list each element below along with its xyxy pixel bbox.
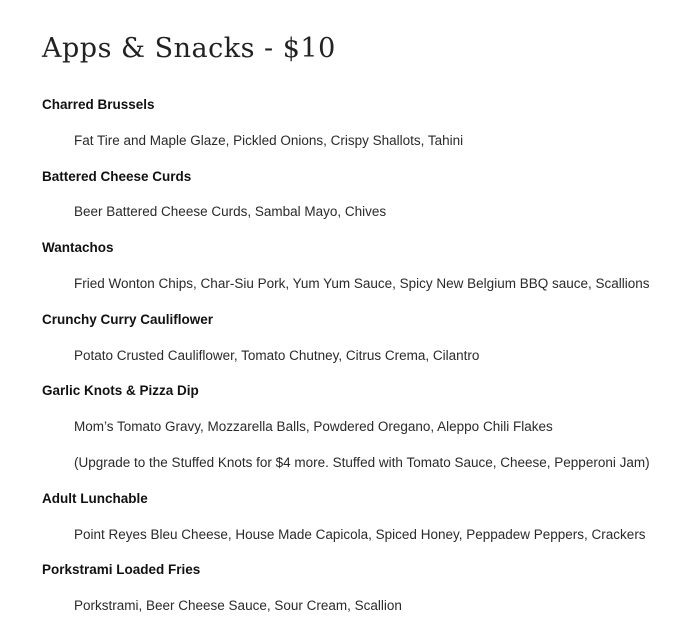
menu-item-description: Beer Battered Cheese Curds, Sambal Mayo, Chives (74, 204, 387, 219)
menu-item-name: Porkstrami Loaded Fries (42, 562, 201, 577)
menu-item-name: Battered Cheese Curds (42, 169, 192, 184)
menu-item-name: Crunchy Curry Cauliflower (42, 312, 214, 327)
menu-item-name: Adult Lunchable (42, 491, 148, 506)
menu-item-name: Charred Brussels (42, 97, 155, 112)
menu-item-description: Potato Crusted Cauliflower, Tomato Chutney, Citrus Crema, Cilantro (74, 348, 480, 363)
menu-item-description: Point Reyes Bleu Cheese, House Made Capicola, Spiced Honey, Peppadew Peppers, Crackers (74, 527, 646, 542)
menu-item-name: Garlic Knots & Pizza Dip (42, 383, 199, 398)
menu-item-description: Porkstrami, Beer Cheese Sauce, Sour Cream, Scallion (74, 598, 402, 613)
menu-item-description: Fried Wonton Chips, Char-Siu Pork, Yum Yum Sauce, Spicy New Belgium BBQ sauce, Scallions (74, 276, 650, 291)
menu-section-title: Apps & Snacks - $10 (42, 33, 336, 64)
menu-item-note: (Upgrade to the Stuffed Knots for $4 more. Stuffed with Tomato Sauce, Cheese, Pepperoni Jam) (74, 455, 650, 470)
menu-item-description: Fat Tire and Maple Glaze, Pickled Onions, Crispy Shallots, Tahini (74, 133, 464, 148)
menu-item-name: Wantachos (42, 240, 114, 255)
menu-item-description: Mom’s Tomato Gravy, Mozzarella Balls, Powdered Oregano, Aleppo Chili Flakes (74, 419, 553, 434)
